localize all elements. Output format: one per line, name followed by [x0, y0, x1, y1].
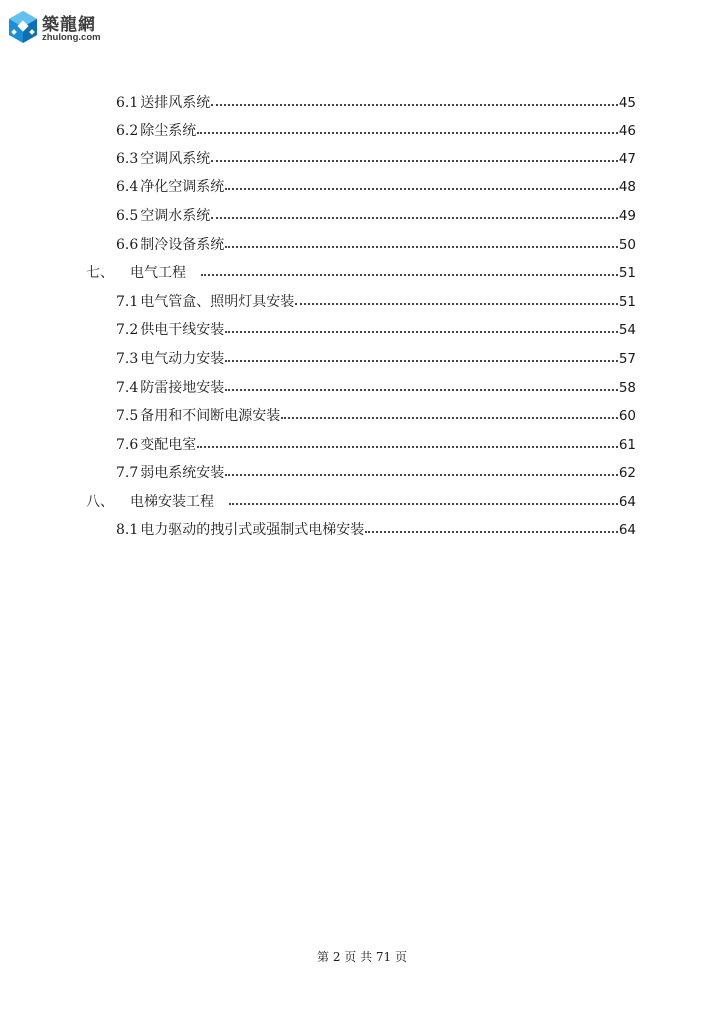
- toc-entry-text: 电气动力安装: [140, 351, 225, 367]
- toc-entry-title: [116, 377, 224, 399]
- toc-entry-text: 弱电系统安装: [140, 465, 225, 481]
- toc-entry-title: [86, 262, 200, 284]
- toc-entry-number: 7.1: [116, 294, 139, 310]
- toc-entry-number: 6.6: [116, 237, 139, 253]
- toc-entry[interactable]: [116, 120, 636, 142]
- toc-dot-leader: [201, 262, 618, 284]
- toc-dot-leader: [225, 176, 618, 198]
- toc-dot-leader: [225, 348, 618, 370]
- toc-entry-title: [116, 205, 210, 227]
- toc-entry[interactable]: [116, 92, 636, 114]
- toc-page-number: 48: [618, 179, 636, 195]
- toc-entry-title: [116, 92, 210, 114]
- toc-entry-text: 空调风系统: [140, 151, 211, 167]
- toc-entry-number: 7.6: [116, 437, 139, 453]
- toc-dot-leader: [197, 434, 618, 456]
- toc-entry-number: 7.3: [116, 351, 139, 367]
- toc-entry-title: [86, 491, 228, 513]
- toc-entry-title: [116, 319, 224, 341]
- toc-entry-text: 除尘系统: [140, 123, 197, 139]
- toc-entry[interactable]: [116, 462, 636, 484]
- toc-page-number: 64: [618, 522, 636, 538]
- toc-page-number: 50: [618, 237, 636, 253]
- toc-entry-title: [116, 148, 210, 170]
- zhulong-logo-icon: [8, 10, 38, 44]
- toc-page-number: 51: [618, 294, 636, 310]
- toc-entry-text: 防雷接地安装: [140, 380, 225, 396]
- toc-entry-text: 备用和不间断电源安装: [140, 408, 281, 424]
- toc-entry-text: 送排风系统: [140, 95, 211, 111]
- toc-entry[interactable]: [116, 405, 636, 427]
- toc-entry-title: [116, 434, 196, 456]
- toc-dot-leader: [281, 405, 618, 427]
- toc-entry-number: 7.7: [116, 465, 139, 481]
- toc-dot-leader: [211, 205, 618, 227]
- toc-page-number: 49: [618, 208, 636, 224]
- toc-page-number: 47: [618, 151, 636, 167]
- toc-page-number: 51: [618, 265, 636, 281]
- toc-dot-leader: [197, 120, 618, 142]
- toc-dot-leader: [225, 319, 618, 341]
- toc-page-number: 64: [618, 494, 636, 510]
- toc-entry-number: 7.4: [116, 380, 139, 396]
- toc-page-number: 62: [618, 465, 636, 481]
- toc-entry-number: 7.2: [116, 322, 139, 338]
- toc-entry[interactable]: [116, 319, 636, 341]
- toc-entry-text: 净化空调系统: [140, 179, 225, 195]
- toc-entry-number: 6.4: [116, 179, 139, 195]
- toc-chapter-entry[interactable]: [86, 262, 636, 284]
- toc-entry-text: 电气管盒、照明灯具安装: [140, 294, 295, 310]
- toc-entry-title: [116, 234, 224, 256]
- toc-entry-title: [116, 291, 294, 313]
- toc-entry-text: 制冷设备系统: [140, 237, 225, 253]
- toc-entry[interactable]: [116, 291, 636, 313]
- site-logo: [8, 8, 118, 48]
- toc-entry[interactable]: [116, 176, 636, 198]
- toc-dot-leader: [211, 92, 618, 114]
- toc-entry-number: 八、: [86, 494, 114, 510]
- toc-entry-title: [116, 348, 224, 370]
- toc-entry-number: 七、: [86, 265, 114, 281]
- toc-dot-leader: [365, 519, 618, 541]
- toc-entry[interactable]: [116, 234, 636, 256]
- logo-chinese-text: 築龍網: [42, 15, 96, 35]
- toc-page-number: 60: [618, 408, 636, 424]
- toc-chapter-entry[interactable]: [86, 491, 636, 513]
- toc-page-number: 54: [618, 322, 636, 338]
- toc-entry-number: 7.5: [116, 408, 139, 424]
- toc-entry-text: 空调水系统: [140, 208, 211, 224]
- toc-entry-number: 8.1: [116, 522, 139, 538]
- toc-entry-number: 6.3: [116, 151, 139, 167]
- toc-entry-number: 6.2: [116, 123, 139, 139]
- toc-entry[interactable]: [116, 519, 636, 541]
- toc-page-number: 61: [618, 437, 636, 453]
- toc-entry-text: 电力驱动的拽引式或强制式电梯安装: [140, 522, 365, 538]
- toc-entry-text: 电梯安装工程: [130, 494, 214, 510]
- toc-entry-text: 供电干线安装: [140, 322, 225, 338]
- toc-entry-title: [116, 405, 280, 427]
- toc-entry[interactable]: [116, 148, 636, 170]
- toc-page-number: 57: [618, 351, 636, 367]
- toc-entry-number: 6.5: [116, 208, 139, 224]
- toc-entry-title: [116, 176, 224, 198]
- toc-dot-leader: [225, 377, 618, 399]
- toc-dot-leader: [225, 462, 618, 484]
- toc-entry[interactable]: [116, 377, 636, 399]
- toc-dot-leader: [225, 234, 618, 256]
- toc-entry-title: [116, 462, 224, 484]
- toc-entry-title: [116, 519, 364, 541]
- toc-entry-title: [116, 120, 196, 142]
- page-footer: 第 2 页 共 71 页: [317, 950, 407, 964]
- toc-dot-leader: [211, 148, 618, 170]
- logo-domain-text: zhulong.com: [42, 32, 101, 43]
- toc-page-number: 58: [618, 380, 636, 396]
- toc-entry[interactable]: [116, 434, 636, 456]
- toc-entry-text: 变配电室: [140, 437, 197, 453]
- toc-page-number: 46: [618, 123, 636, 139]
- toc-dot-leader: [295, 291, 618, 313]
- toc-entry-text: 电气工程: [130, 265, 186, 281]
- toc-entry-number: 6.1: [116, 95, 139, 111]
- toc-entry[interactable]: [116, 205, 636, 227]
- toc-dot-leader: [229, 491, 618, 513]
- toc-entry[interactable]: [116, 348, 636, 370]
- toc-page-number: 45: [618, 95, 636, 111]
